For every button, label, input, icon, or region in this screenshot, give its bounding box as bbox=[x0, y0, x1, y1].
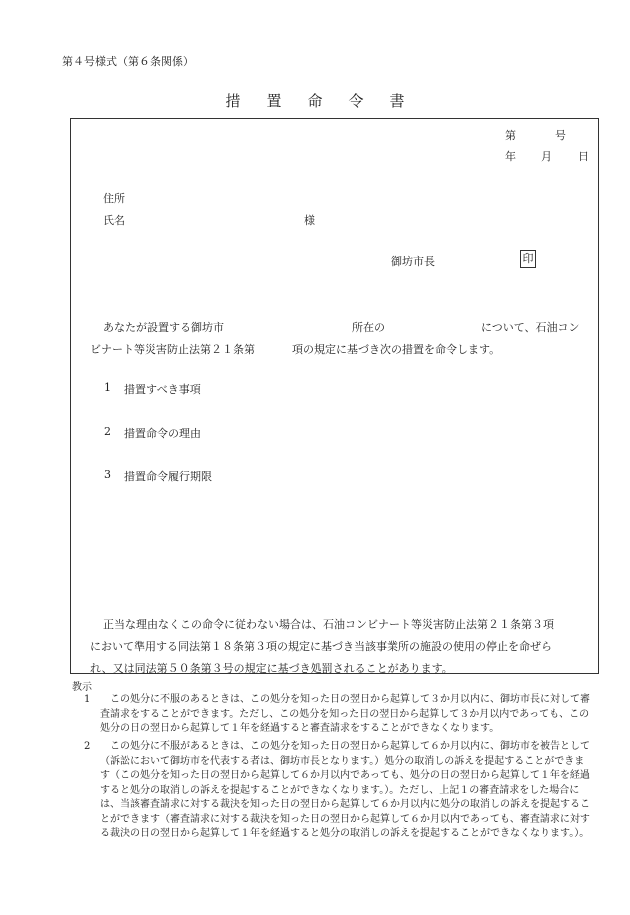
number-suffix: 号 bbox=[555, 129, 566, 142]
kyoji-item-number: 1 bbox=[84, 694, 91, 705]
seal-mark: 印 bbox=[520, 250, 536, 268]
number-prefix: 第 bbox=[505, 129, 516, 142]
notice-line2: において準用する同法第１８条第３項の規定に基づき当該事業所の施設の使用の停止を命ぜら bbox=[90, 640, 552, 653]
notice-line3: れ、又は同法第５０条第３号の規定に基づき処罰されることがあります。 bbox=[90, 662, 453, 675]
kyoji-item-text: この処分に不服のあるときは、この処分を知った日の翌日から起算して３か月以内に、御坊市長に対して審査請求をすることができます。ただし、この処分を知った日の翌日から起算して３か月以内であっても、この処分の日の翌日から起算して１年を経過すると審査請求をすることができなくなります。 bbox=[100, 694, 590, 734]
item-number: 2 bbox=[104, 425, 111, 438]
page-title: 措置命令書 bbox=[225, 92, 431, 110]
body-line2-a: ビナート等災害防止法第２１条第 bbox=[90, 343, 255, 356]
item-label: 措置命令履行期限 bbox=[124, 470, 212, 483]
item-label: 措置命令の理由 bbox=[124, 427, 201, 440]
item-number: 3 bbox=[104, 468, 111, 481]
form-id: 第４号様式（第６条関係） bbox=[62, 55, 194, 68]
issuer-name: 御坊市長 bbox=[391, 255, 435, 268]
kyoji-item bbox=[74, 740, 594, 842]
body-line1-b: 所在の bbox=[352, 321, 385, 334]
honorific: 様 bbox=[304, 214, 315, 227]
kyoji-item-text: この処分に不服があるときは、この処分を知った日の翌日から起算して６か月以内に、御坊市を被告として（訴訟において御坊市を代表する者は、御坊市長となります。）処分の取消しの訴えを提起することができます（この処分を知った日の翌日から起算して６か月以内であっても、処分の日の翌日から起算して１年を経過すると処分の取消しの訴えを提起することができなくなります。）。ただし、上記１の審査請求をした場合には、当該審査請求に対する裁決を知った日の翌日から起算して６か月以内に処分の取消しの訴えを提起することができます（審査請求に対する裁決を知った日の翌日から起算して６か月以内であっても、審査請求に対する裁決の日の翌日から起算して１年を経過すると処分の取消しの訴えを提起することができなくなります。）。 bbox=[100, 741, 590, 839]
body-line2-b: 項の規定に基づき次の措置を命令します。 bbox=[292, 343, 501, 356]
item-number: 1 bbox=[104, 381, 111, 394]
item-label: 措置すべき事項 bbox=[124, 383, 201, 396]
date-day: 日 bbox=[578, 150, 589, 163]
kyoji-heading: 教示 bbox=[72, 682, 92, 693]
date-month: 月 bbox=[541, 150, 552, 163]
body-line1-c: について、石油コン bbox=[481, 321, 580, 334]
kyoji-item bbox=[74, 693, 594, 737]
date-year: 年 bbox=[505, 150, 516, 163]
kyoji-item-number: 2 bbox=[84, 741, 91, 752]
notice-line1: 正当な理由なくこの命令に従わない場合は、石油コンビナート等災害防止法第２１条第３項 bbox=[103, 618, 554, 631]
address-label: 住所 bbox=[103, 192, 125, 205]
name-label: 氏名 bbox=[103, 214, 125, 227]
body-line1-a: あなたが設置する御坊市 bbox=[103, 321, 224, 334]
